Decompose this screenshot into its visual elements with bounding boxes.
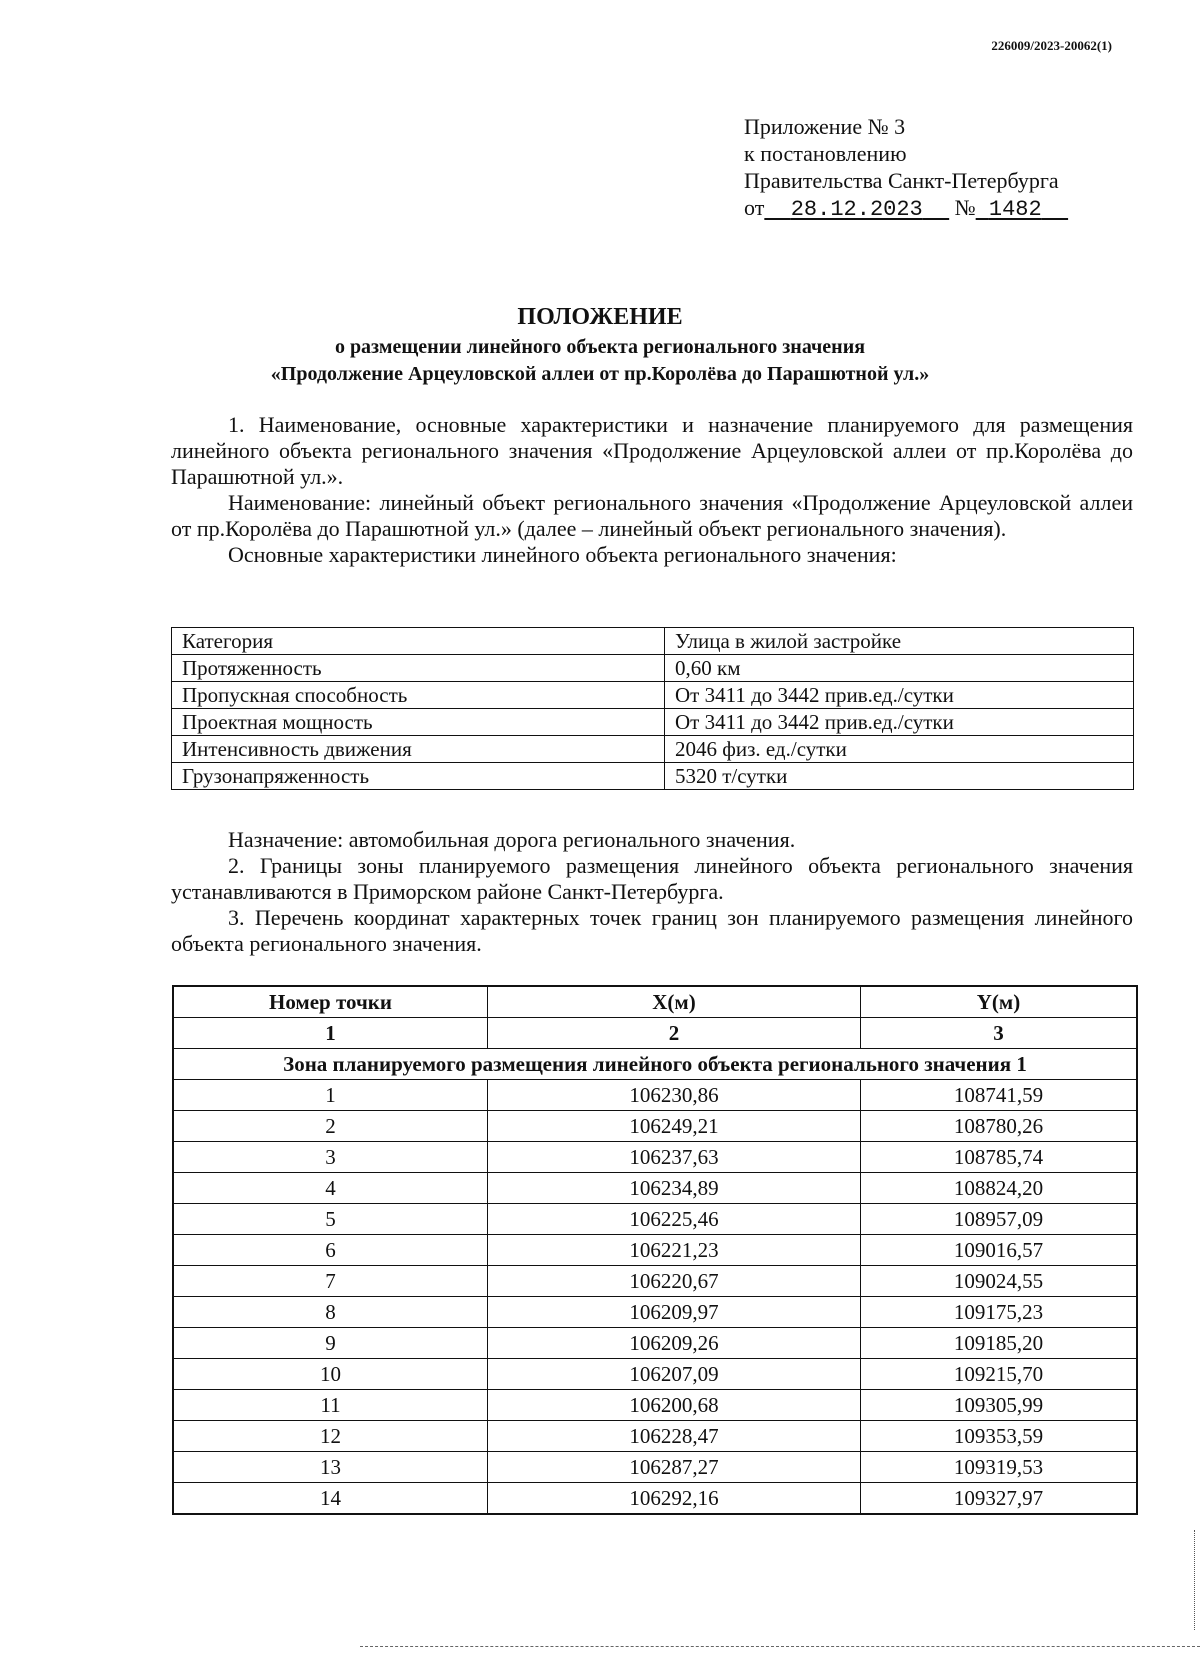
point-number: 12 — [174, 1421, 488, 1452]
point-number: 11 — [174, 1390, 488, 1421]
document-subtitle: о размещении линейного объекта регионального значения — [334, 336, 866, 358]
header-point-number: Номер точки — [174, 987, 488, 1018]
point-number: 14 — [174, 1483, 488, 1514]
point-number: 10 — [174, 1359, 488, 1390]
column-number: 1 — [174, 1018, 488, 1049]
coordinate-row — [174, 1421, 1137, 1452]
y-coordinate: 109185,20 — [861, 1328, 1137, 1359]
characteristic-value: Улица в жилой застройке — [665, 628, 1134, 655]
column-number-row — [174, 1018, 1137, 1049]
coordinate-row — [174, 1483, 1137, 1514]
x-coordinate: 106228,47 — [488, 1421, 861, 1452]
section-2-paragraph: 2. Границы зоны планируемого размещения линейного объекта регионального значения устанавливаются в Приморском районе Санкт-Петербурга. — [171, 853, 1133, 904]
characteristic-label: Категория — [172, 628, 665, 655]
coordinate-row — [174, 1235, 1137, 1266]
coordinate-row — [174, 1173, 1137, 1204]
document-title-block — [0, 300, 1200, 388]
y-coordinate: 109016,57 — [861, 1235, 1137, 1266]
y-coordinate: 108780,26 — [861, 1111, 1137, 1142]
point-number: 4 — [174, 1173, 488, 1204]
characteristic-value: От 3411 до 3442 прив.ед./сутки — [665, 709, 1134, 736]
document-registration-number: 226009/2023-20062(1) — [991, 38, 1112, 53]
header-x: X(м) — [488, 987, 861, 1018]
section-1-paragraph-2: Наименование: линейный объект регионального значения «Продолжение Арцеуловской аллеи от пр.Королёва до Парашютной ул.» (далее – линейный объект регионального значения). — [171, 490, 1133, 541]
point-number: 6 — [174, 1235, 488, 1266]
x-coordinate: 106249,21 — [488, 1111, 861, 1142]
characteristics-row — [172, 709, 1134, 736]
header-y: Y(м) — [861, 987, 1137, 1018]
y-coordinate: 108957,09 — [861, 1204, 1137, 1235]
characteristic-value: 0,60 км — [665, 655, 1134, 682]
y-coordinate: 109327,97 — [861, 1483, 1137, 1514]
resolution-date-value: 28.12.2023 — [790, 197, 923, 222]
coordinate-row — [174, 1359, 1137, 1390]
y-coordinate: 109175,23 — [861, 1297, 1137, 1328]
x-coordinate: 106237,63 — [488, 1142, 861, 1173]
coordinate-row — [174, 1204, 1137, 1235]
characteristics-row — [172, 682, 1134, 709]
section-2 — [171, 827, 1133, 957]
appendix-date-line — [744, 194, 1068, 223]
number-label: № — [954, 195, 976, 220]
coordinate-row — [174, 1080, 1137, 1111]
characteristic-label: Грузонапряженность — [172, 763, 665, 790]
characteristics-row — [172, 736, 1134, 763]
scan-margin-mark — [1194, 1530, 1196, 1630]
coordinate-row — [174, 1142, 1137, 1173]
column-number: 2 — [488, 1018, 861, 1049]
point-number: 8 — [174, 1297, 488, 1328]
x-coordinate: 106234,89 — [488, 1173, 861, 1204]
x-coordinate: 106221,23 — [488, 1235, 861, 1266]
coordinates-table — [173, 986, 1137, 1514]
point-number: 5 — [174, 1204, 488, 1235]
appendix-line-1: Приложение № 3 — [744, 114, 906, 139]
x-coordinate: 106287,27 — [488, 1452, 861, 1483]
x-coordinate: 106225,46 — [488, 1204, 861, 1235]
y-coordinate: 109024,55 — [861, 1266, 1137, 1297]
document-object-name: «Продолжение Арцеуловской аллеи от пр.Королёва до Парашютной ул.» — [270, 363, 930, 385]
section-1-paragraph-3: Основные характеристики линейного объекта регионального значения: — [228, 542, 897, 567]
resolution-date — [764, 197, 949, 222]
x-coordinate: 106209,97 — [488, 1297, 861, 1328]
y-coordinate: 108824,20 — [861, 1173, 1137, 1204]
zone-title-row — [174, 1049, 1137, 1080]
characteristic-label: Пропускная способность — [172, 682, 665, 709]
coordinate-row — [174, 1111, 1137, 1142]
coordinate-row — [174, 1266, 1137, 1297]
characteristic-value: 5320 т/сутки — [665, 763, 1134, 790]
zone-title: Зона планируемого размещения линейного объекта регионального значения 1 — [174, 1049, 1137, 1080]
purpose-paragraph: Назначение: автомобильная дорога регионального значения. — [228, 827, 796, 852]
y-coordinate: 109353,59 — [861, 1421, 1137, 1452]
coordinate-row — [174, 1297, 1137, 1328]
characteristic-label: Интенсивность движения — [172, 736, 665, 763]
y-coordinate: 109215,70 — [861, 1359, 1137, 1390]
appendix-block — [744, 113, 1068, 223]
coordinate-row — [174, 1452, 1137, 1483]
section-3-paragraph: 3. Перечень координат характерных точек границ зон планируемого размещения линейного объекта регионального значения. — [171, 905, 1133, 956]
from-label: от — [744, 195, 765, 220]
characteristic-label: Проектная мощность — [172, 709, 665, 736]
column-number: 3 — [861, 1018, 1137, 1049]
characteristic-value: От 3411 до 3442 прив.ед./сутки — [665, 682, 1134, 709]
characteristics-row — [172, 655, 1134, 682]
document-title: ПОЛОЖЕНИЕ — [517, 304, 683, 330]
coordinate-row — [174, 1390, 1137, 1421]
y-coordinate: 108741,59 — [861, 1080, 1137, 1111]
y-coordinate: 109319,53 — [861, 1452, 1137, 1483]
resolution-number-value: 1482 — [988, 197, 1042, 222]
appendix-line-2: к постановлению — [744, 141, 907, 166]
coordinates-header-row — [174, 987, 1137, 1018]
y-coordinate: 108785,74 — [861, 1142, 1137, 1173]
x-coordinate: 106292,16 — [488, 1483, 861, 1514]
characteristics-row — [172, 763, 1134, 790]
point-number: 7 — [174, 1266, 488, 1297]
section-1 — [171, 412, 1133, 568]
x-coordinate: 106209,26 — [488, 1328, 861, 1359]
characteristics-table — [171, 627, 1134, 790]
point-number: 2 — [174, 1111, 488, 1142]
characteristic-label: Протяженность — [172, 655, 665, 682]
coordinate-row — [174, 1328, 1137, 1359]
characteristic-value: 2046 физ. ед./сутки — [665, 736, 1134, 763]
characteristics-row — [172, 628, 1134, 655]
section-1-paragraph-1: 1. Наименование, основные характеристики и назначение планируемого для размещения линейного объекта регионального значения «Продолжение Арцеуловской аллеи от пр.Королёва до Парашютной ул.». — [171, 412, 1133, 489]
resolution-number — [976, 197, 1068, 222]
x-coordinate: 106200,68 — [488, 1390, 861, 1421]
x-coordinate: 106207,09 — [488, 1359, 861, 1390]
y-coordinate: 109305,99 — [861, 1390, 1137, 1421]
x-coordinate: 106220,67 — [488, 1266, 861, 1297]
point-number: 3 — [174, 1142, 488, 1173]
x-coordinate: 106230,86 — [488, 1080, 861, 1111]
scan-bottom-edge — [360, 1646, 1200, 1649]
point-number: 1 — [174, 1080, 488, 1111]
coordinates-table-frame — [172, 985, 1138, 1515]
point-number: 9 — [174, 1328, 488, 1359]
appendix-line-3: Правительства Санкт-Петербурга — [744, 168, 1059, 193]
point-number: 13 — [174, 1452, 488, 1483]
